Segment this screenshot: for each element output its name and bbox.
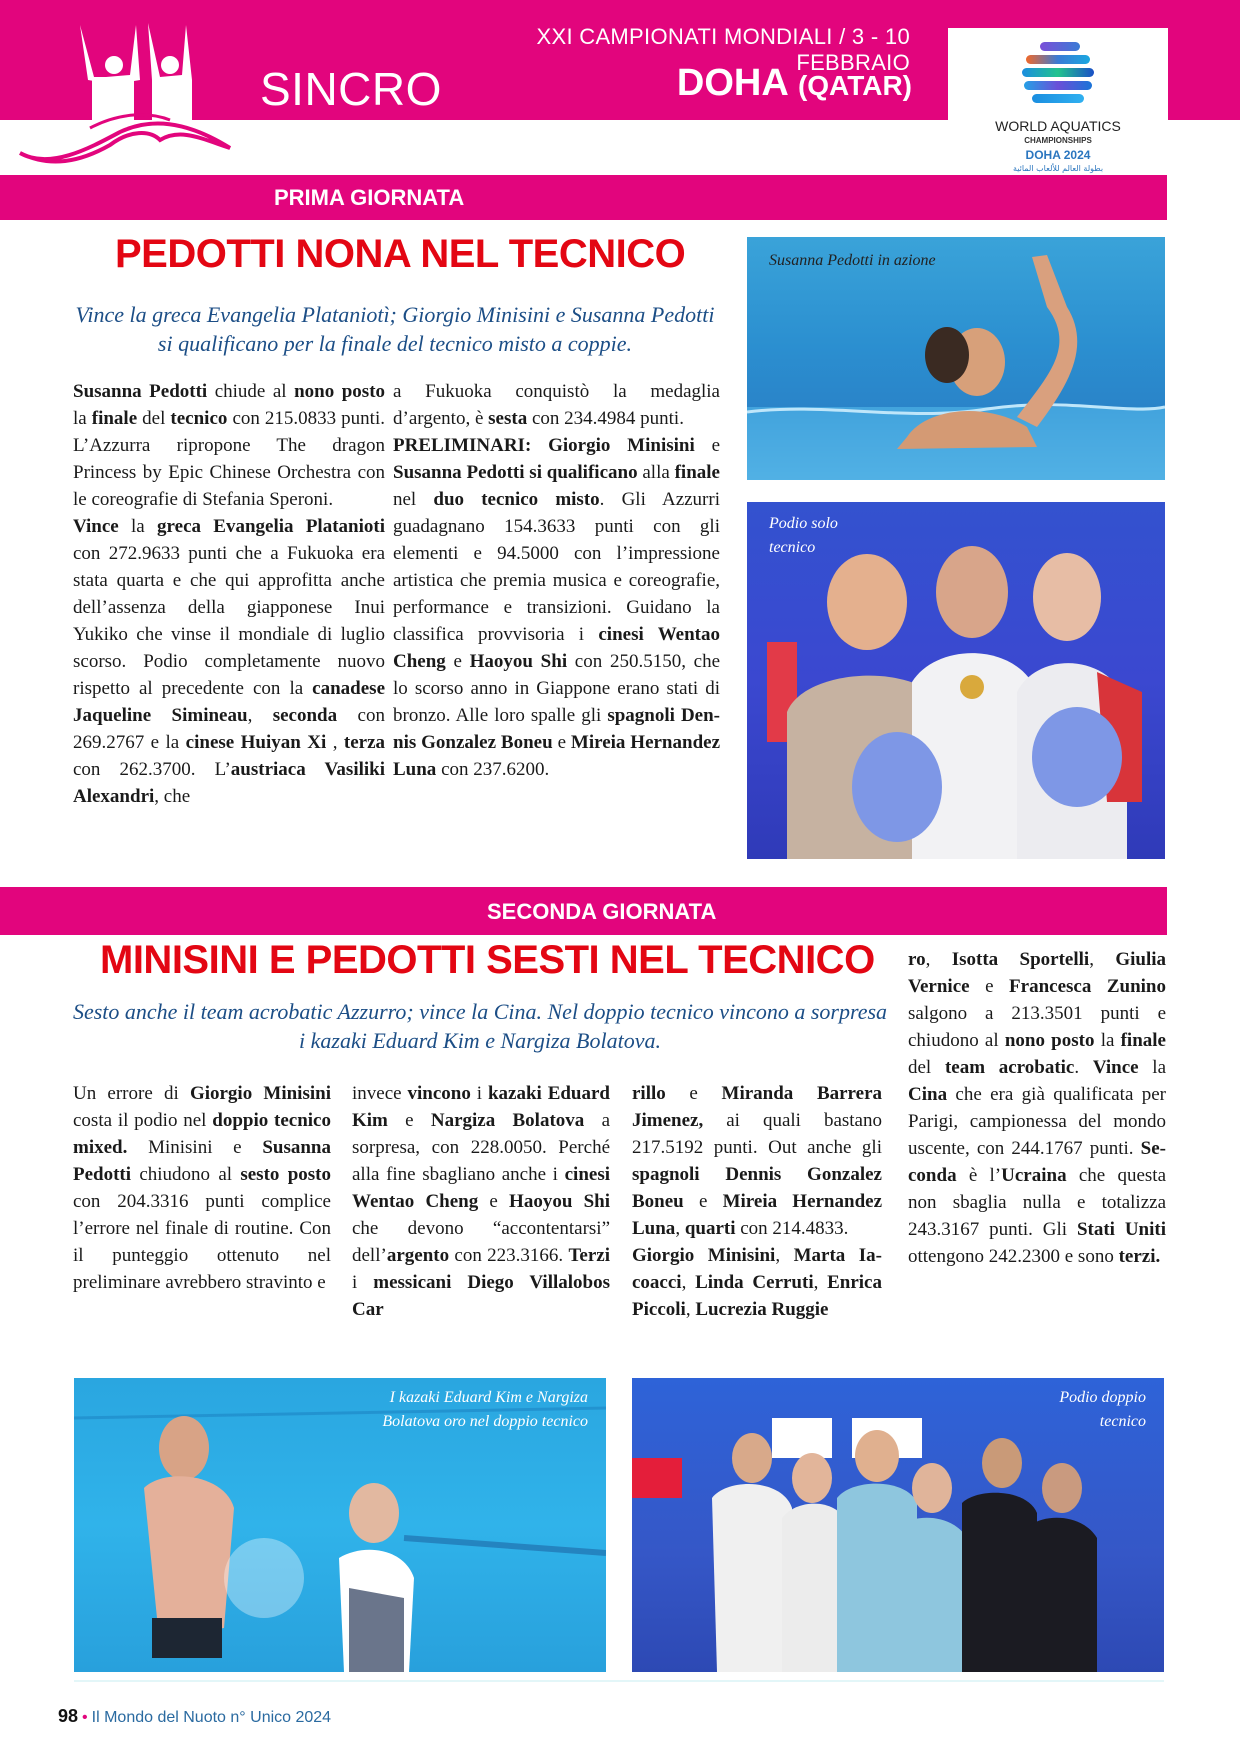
day1-band-label: PRIMA GIORNATA [274, 185, 465, 210]
footer-divider [74, 1680, 1164, 1682]
bold-text: PRELIMINARI: Giorgio Minisini [393, 435, 695, 456]
photo-podium-solo [747, 502, 1165, 859]
photo4-caption-text: Podio doppio tecnico [1059, 1389, 1146, 1430]
text: , [813, 1272, 828, 1293]
text: invece [352, 1083, 408, 1104]
text: , che [154, 786, 191, 807]
bold-text: finale [1120, 1030, 1166, 1051]
text: , [1089, 949, 1116, 970]
bold-text: finale [91, 408, 138, 429]
text: chiudono al [131, 1164, 241, 1185]
text: con 223.3166. [449, 1245, 569, 1266]
text: costa il podio nel [73, 1110, 213, 1131]
bold-text: Giulia Vernice [908, 949, 1167, 997]
text: , [681, 1272, 696, 1293]
text: Minisini e [127, 1137, 263, 1158]
bold-text: Marta Iacoacci [632, 1245, 882, 1293]
text: con 250.5150, che lo scorso anno in Giappone erano stati di bronzo. Alle loro spalle gli [393, 651, 721, 726]
city: DOHA [676, 62, 788, 104]
bullet-icon: • [82, 1709, 88, 1726]
photo-pedotti-in-action [747, 237, 1165, 480]
text: con 234.4984 punti. [527, 408, 684, 429]
bold-text: Giorgio Minisini [632, 1245, 776, 1266]
section-title: SINCRO [260, 63, 442, 115]
photo1-caption: Susanna Pedotti in azione [769, 252, 936, 269]
bold-text: argento [386, 1245, 450, 1266]
paragraph [632, 1080, 882, 1242]
day2-headline: MINISINI E PEDOTTI SESTI NEL TECNICO [100, 938, 875, 982]
text: con 269.2767 e la [73, 705, 385, 753]
photo4-caption [1036, 1386, 1146, 1434]
text: e [478, 1191, 510, 1212]
bold-text: rillo [632, 1083, 666, 1104]
bold-text: Mireia Hernandez Luna [393, 732, 721, 780]
bold-text: spagnoli Dennis Gonzalez Boneu [393, 705, 720, 753]
photo2-caption [769, 512, 859, 560]
text: del [137, 408, 171, 429]
paragraph [908, 946, 1166, 1270]
text: , [685, 1299, 696, 1320]
bold-text: cinese Huiyan Xi [185, 732, 327, 753]
bold-text: kazaki Eduard Kim [352, 1083, 610, 1131]
bold-text: Susanna Pedotti si qualificano [393, 462, 638, 483]
day2-column-3 [632, 1080, 882, 1323]
bold-text: sesto posto [240, 1164, 331, 1185]
world-aquatics-logo [948, 28, 1168, 186]
bold-text: Vince [73, 516, 119, 537]
text: con 204.3316 punti complice l’errore nel finale di routine. Con il punteggio ottenuto nel preliminare avrebbero stravinto e [73, 1191, 331, 1293]
bold-text: nono posto [1004, 1030, 1095, 1051]
bold-text: doppio tecnico mixed. [73, 1110, 331, 1158]
text: Un errore di [73, 1083, 190, 1104]
bold-text: Haoyou Shi [469, 651, 568, 672]
bold-text: Vince [1092, 1057, 1139, 1078]
bold-text: cinesi Wentao Cheng [393, 624, 720, 672]
bold-text: sesta [488, 408, 528, 429]
footer [58, 1706, 331, 1727]
day2-column-4 [908, 946, 1166, 1270]
bold-text: Terzi [568, 1245, 610, 1266]
publication-name: Il Mondo del Nuoto n° Unico 2024 [91, 1709, 332, 1726]
bold-text: Miranda Barrera Jimenez, [632, 1083, 883, 1131]
bold-text: Susanna Pedotti [73, 381, 208, 402]
text: , [925, 949, 952, 970]
text: alla [637, 462, 675, 483]
text: del [908, 1057, 945, 1078]
bold-text: vincono [407, 1083, 471, 1104]
page-number: 98 [58, 1706, 79, 1726]
bold-text: duo tecnico misto [433, 489, 600, 510]
logo-line-4: بطولة العالم للألعاب المائية [1012, 164, 1104, 173]
text: con 215.0833 punti. L’Azzurra ripropone The dragon Princess by Epic Chinese Orchestra con le coreografie di Stefania Speroni. [73, 408, 385, 510]
text: e [683, 1191, 723, 1212]
day2-lead: Sesto anche il team acrobatic Azzurro; vince la Cina. Nel doppio tecnico vincono a sorpresa i kazaki Eduard Kim e Nargiza Bolatova. [72, 999, 888, 1053]
text: i [470, 1083, 488, 1104]
bold-text: spagnoli Dennis Gonzalez Boneu [632, 1164, 882, 1212]
bold-text: Lucrezia Ruggie [695, 1299, 829, 1320]
text: , [326, 732, 344, 753]
bold-text: terza [343, 732, 386, 753]
day2-band [0, 887, 1167, 935]
bold-text: Susanna Pedotti [73, 1137, 331, 1185]
text: i [352, 1272, 374, 1293]
bold-text: Francesca Zunino [1009, 976, 1166, 997]
day1-lead: Vince la greca Evangelia Plataniotì; Giorgio Minisini e Susanna Pedotti si qualificano per la finale del tecnico misto a coppie. [75, 302, 715, 356]
bold-text: Cina [908, 1084, 948, 1105]
text: salgono a 213.3501 punti e chiudono al [908, 1003, 1166, 1051]
text: , [675, 1218, 685, 1239]
bold-text: tecnico [170, 408, 228, 429]
paragraph [393, 378, 720, 432]
text: con 262.3700. L’ [73, 759, 231, 780]
bold-text: quarti [684, 1218, 736, 1239]
paragraph [73, 378, 385, 513]
text: la [1094, 1030, 1121, 1051]
bold-text: seconda [272, 705, 338, 726]
text: e [552, 732, 571, 753]
bold-text: team acrobatic [944, 1057, 1075, 1078]
text: ottengono 242.2300 e sono [908, 1246, 1119, 1267]
event-subtitle: XXI CAMPIONATI MONDIALI / 3 - 10 FEBBRAIO [536, 24, 910, 75]
photo-kim-bolatova [74, 1378, 606, 1672]
text: . Gli Azzurri guadagnano 154.3633 punti con gli elementi e 94.5000 con l’impressione artistica che premia musica e coreografie, performance e transizioni. Guidano la classifica provvisoria i [393, 489, 720, 645]
day2-band-label: SECONDA GIORNATA [487, 899, 717, 924]
text: , [247, 705, 273, 726]
bold-text: canadese Jaqueline Simineau [73, 678, 385, 726]
sincro-logo-icon [10, 20, 240, 170]
text: e [969, 976, 1010, 997]
text: . [1074, 1057, 1093, 1078]
text: con 214.4833. [735, 1218, 849, 1239]
paragraph [73, 513, 385, 810]
bold-text: Linda Cerruti [695, 1272, 814, 1293]
photo-podium-duet [632, 1378, 1164, 1672]
swimmer-photo-icon [747, 237, 1165, 480]
text: chiude al [207, 381, 295, 402]
bold-text: cinesi Wentao Cheng [352, 1164, 610, 1212]
text: che questa non sbaglia nulla e totalizza 243.3167 punti. Gli [908, 1165, 1166, 1240]
text: e [387, 1110, 431, 1131]
country: (QATAR) [797, 70, 912, 101]
bold-text: Stati Uniti [1076, 1219, 1166, 1240]
bold-text: austriaca Vasiliki Alexandri [73, 759, 385, 807]
bold-text: terzi. [1118, 1246, 1161, 1267]
photo3-caption [378, 1386, 588, 1434]
text: e [694, 435, 720, 456]
bold-text: Enrica Piccoli [632, 1272, 882, 1320]
photo2-caption-text: Podio solo tecnico [769, 515, 838, 556]
bold-text: Seconda [908, 1138, 1166, 1186]
bold-text: Ucraina [1001, 1165, 1067, 1186]
text: è l’ [956, 1165, 1002, 1186]
day1-band [0, 175, 1167, 220]
bold-text: Nargiza Bolatova [430, 1110, 585, 1131]
text: e [445, 651, 470, 672]
text: con 272.9633 punti che a Fukuoka era stata quarta e che qui approfitta anche dell’assenza della giapponese Inui Yukiko che vinse il mondiale di luglio scorso. Podio completamente nuovo rispetto al precedente con la [73, 543, 385, 699]
text: la [73, 408, 92, 429]
text: a sorpresa, con 228.0050. Perché alla fine sbagliano anche i [352, 1110, 610, 1185]
logo-line-3: DOHA 2024 [1025, 148, 1091, 162]
text: che era già qualificata per Parigi, campionessa del mondo uscente, con 244.1767 punti. [908, 1084, 1166, 1159]
bold-text: Haoyou Shi [509, 1191, 610, 1212]
bold-text: nono posto [294, 381, 386, 402]
location-title [600, 62, 912, 105]
text: , [775, 1245, 794, 1266]
text: ai quali bastano 217.5192 punti. Out anche gli [632, 1110, 882, 1158]
text: nel [393, 489, 434, 510]
logo-line-2: CHAMPIONSHIPS [1024, 136, 1092, 145]
paragraph [73, 1080, 331, 1296]
logo-line-1: WORLD AQUATICS [995, 118, 1121, 134]
bold-text: Giorgio Minisini [189, 1083, 331, 1104]
text: la [1138, 1057, 1167, 1078]
text: che devono “accontentarsi” dell’ [352, 1218, 610, 1266]
day1-column-1 [73, 378, 385, 810]
day1-column-2 [393, 378, 720, 783]
day2-column-2 [352, 1080, 610, 1323]
bold-text: messicani Diego Villalobos Car [352, 1272, 611, 1320]
text: e [665, 1083, 722, 1104]
bold-text: ro [908, 949, 926, 970]
bold-text: Mireia Hernandez Luna [632, 1191, 882, 1239]
bold-text: greca Evangelia Platanioti [157, 516, 385, 537]
text: con 237.6200. [436, 759, 550, 780]
day2-column-1 [73, 1080, 331, 1296]
day1-headline: PEDOTTI NONA NEL TECNICO [115, 232, 686, 276]
paragraph [352, 1080, 610, 1323]
photo3-caption-text: I kazaki Eduard Kim e Nargiza Bolatova oro nel doppio tecnico [382, 1389, 588, 1430]
paragraph [393, 432, 720, 783]
text: la [118, 516, 158, 537]
bold-text: Isotta Sportelli [951, 949, 1090, 970]
paragraph [632, 1242, 882, 1323]
bold-text: finale [674, 462, 720, 483]
text: a Fukuoka conquistò la medaglia d’argento, è [393, 381, 720, 429]
